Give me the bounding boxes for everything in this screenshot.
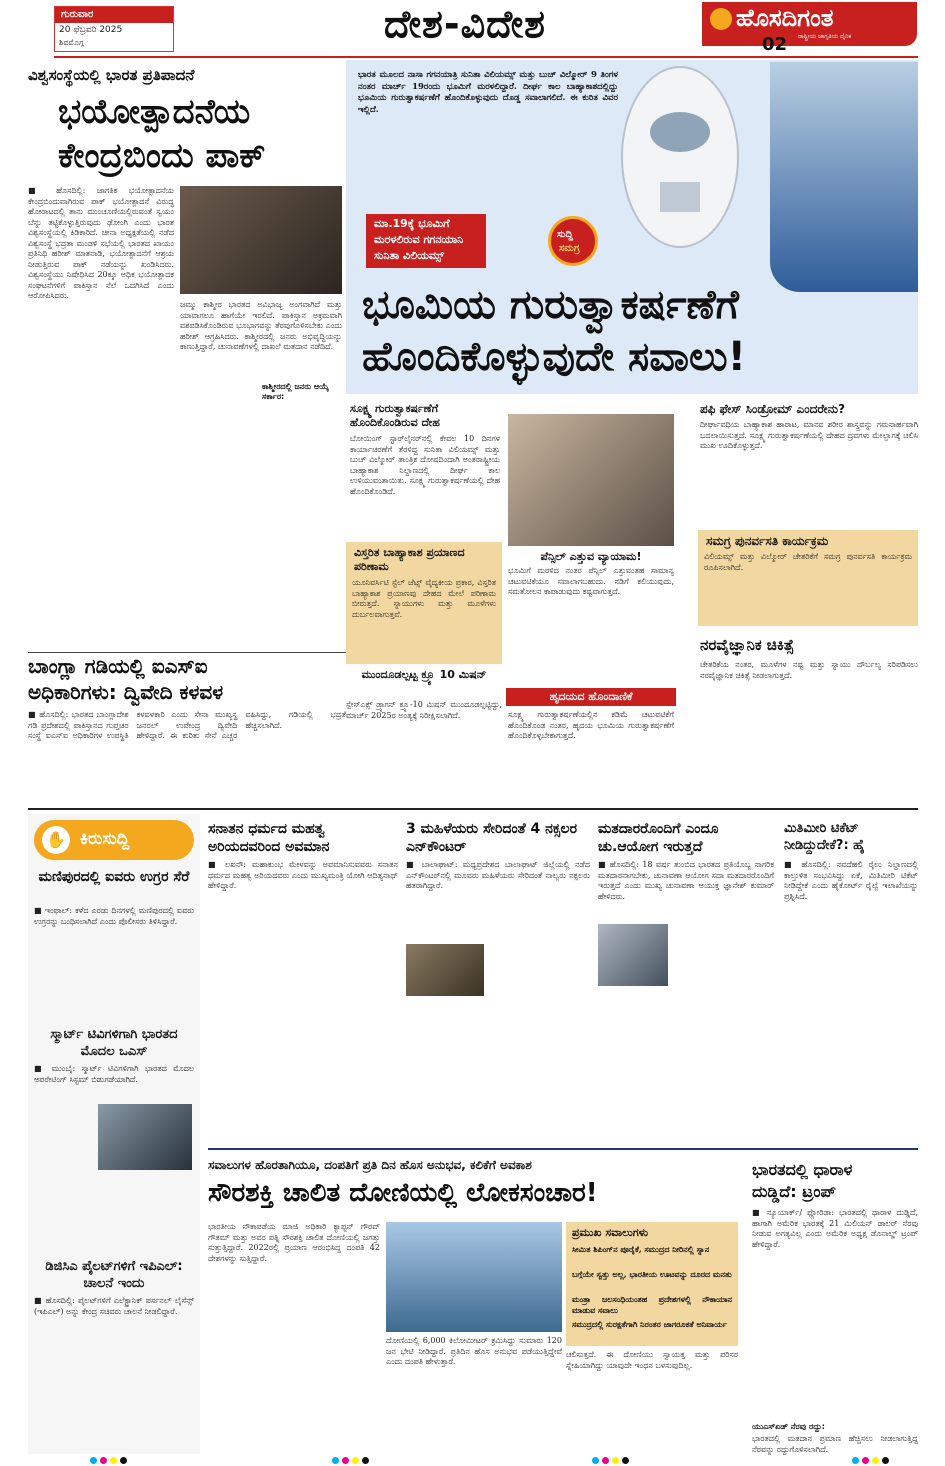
sanatana-body: ■ ಲಖನೌ: ಮಹಾಕುಂಭ ಮೇಳವನ್ನು ಅವಮಾನಿಸುವವರು ಸನಾತನ ಧರ್ಮದ ಮಹತ್ವ ಅರಿಯದವರು ಎಂದು ಮುಖ್ಯಮಂತ್ರಿ ಯೋಗಿ ಆದಿತ್ಯನಾಥ್ ಹೇಳಿದ್ದಾರೆ. — [208, 860, 398, 890]
badge-text-2: ಸಮಗ್ರ — [559, 243, 580, 254]
capsule-illustration — [620, 62, 770, 262]
smart-tv-photo — [98, 1104, 192, 1170]
paper-logo — [702, 2, 917, 46]
trump-body-1: ■ ನ್ಯೂಯಾರ್ಕ್/ ಫ್ಲೋರಿಡಾ: ಭಾರತದಲ್ಲಿ ಧಾರಾಳ ದುಡ್ಡಿದೆ, ಹಾಗಾಗಿ ಅಮೆರಿಕ ಭಾರತಕ್ಕೆ 21 ಮಿಲಿಯನ್ ಡಾಲರ್ ನೆರವು ನೀಡುವ ಅಗತ್ಯವಿಲ್ಲ ಎಂದು ಅಮೆರಿಕ ಅಧ್ಯಕ್ಷ ಡೊನಾಲ್ಡ್ ಟ್ರಂಪ್ ಹೇಳಿದ್ದಾರೆ. — [752, 1208, 918, 1249]
space-travel-body: ಯೂನಿವರ್ಸಿಟಿ ಸ್ಟೆಲ್ ಜೆಟ್ಸ್ ವೈದ್ಯಕೀಯ ಪ್ರಕಾರ, ವಿಸ್ತರಿತ ಬಾಹ್ಯಾಕಾಶ ಪ್ರಯಾಣವು ದೇಹದ ಮೇಲೆ ಪರಿಣಾಮ ಬೀರುತ್ತದೆ. ಸ್ನಾಯುಗಳು ಮತ್ತು ಮೂಳೆಗಳು ದುರ್ಬಲವಾಗುತ್ತವೆ. — [352, 578, 496, 619]
diplomat-photo — [180, 186, 342, 294]
pak-article — [28, 62, 346, 652]
naxal-photo — [406, 944, 484, 996]
boat-photo — [386, 1222, 562, 1332]
challenges-title: ಪ್ರಮುಖ ಸವಾಲುಗಳು — [572, 1226, 649, 1239]
lead-headline-2: ಹೊಂದಿಕೊಳ್ಳುವುದೇ ಸವಾಲು! — [362, 334, 746, 380]
neuro-head: ನರವೈಜ್ಞಾನಿಕ ಚಿಕಿತ್ಸೆ — [700, 636, 794, 654]
trump-headline-1: ಭಾರತದಲ್ಲಿ ಧಾರಾಳ — [752, 1160, 853, 1179]
manipur-body: ■ ಇಂಫಾಲ್: ಕಳೆದ ಎರಡು ದಿನಗಳಲ್ಲಿ ಮಣಿಪುರದಲ್ಲಿ ಐವರು ಉಗ್ರರನ್ನು ಬಂಧಿಸಲಾಗಿದೆ ಎಂದು ಪೊಲೀಸರು ತಿಳಿಸಿದ್ದಾರೆ. — [34, 906, 194, 926]
boat-body-2: ದೋಣಿಯಲ್ಲಿ 6,000 ಕಿಲೋಮೀಟರ್ ಕ್ರಮಿಸಿದ್ದು ಸುಮಾರು 120 ಜನ ಭೇಟಿ ನೀಡಿದ್ದಾರೆ. ಪ್ರತಿದಿನ ಹೊಸ ಅನುಭವ ಪಡೆಯುತ್ತಿದ್ದೇವೆ ಎಂದು ದಂಪತಿ ಹೇಳುತ್ತಾರೆ. — [386, 1336, 562, 1366]
challenge-item-4: ಸಮುದ್ರದಲ್ಲಿ ಸುರಕ್ಷತೆಗಾಗಿ ನಿರಂತರ ಜಾಗರೂಕತೆ ಅನಿವಾರ್ಯ — [572, 1319, 727, 1329]
registration-dot — [362, 1457, 369, 1464]
puffy-face-head: ಪಫಿ ಫೇಸ್ ಸಿಂಡ್ರೋಮ್ ಎಂದರೇನು? — [700, 402, 846, 416]
print-marks — [0, 1456, 945, 1466]
page-number: 02 — [762, 34, 788, 55]
ec-head: ಮತದಾರರೊಂದಿಗೆ ಎಂದೂ ಚು.ಆಯೋಗ ಇರುತ್ತದೆ — [598, 821, 719, 855]
registration-dot — [332, 1457, 339, 1464]
naxal-body: ■ ಬಾಲಾಘಾಟ್: ಮಧ್ಯಪ್ರದೇಶದ ಬಾಲಾಘಾಟ್ ಜಿಲ್ಲೆಯಲ್ಲಿ ನಡೆದ ಎನ್‌ಕೌಂಟರ್‌ನಲ್ಲಿ ಮೂವರು ಮಹಿಳೆಯರು ಸೇರಿದಂತೆ ನಾಲ್ವರು ನಕ್ಸಲರು ಹತರಾಗಿದ್ದಾರೆ. — [406, 860, 590, 890]
rehab-box — [698, 530, 918, 626]
astronauts-photo — [770, 62, 918, 292]
dgca-body: ■ ಹೊಸದಿಲ್ಲಿ: ಪೈಲಟ್‌ಗಳಿಗೆ ಎಲೆಕ್ಟ್ರಾನಿಕ್ ಪರ್ಸನಲ್ ಲೈಸೆನ್ಸ್ (ಇಪಿಎಲ್) ಅನ್ನು ಕೇಂದ್ರ ಸಚಿವರು ಚಾಲನೆ ನೀಡಲಿದ್ದಾರೆ. — [34, 1296, 194, 1316]
smart-tv-body: ■ ಮುಂಬೈ: ಸ್ಮಾರ್ಟ್ ಟಿವಿಗಳಿಗಾಗಿ ಭಾರತದ ಮೊದಲ ಆಪರೇಟಿಂಗ್ ಸಿಸ್ಟಮ್ ಬಿಡುಗಡೆಯಾಗಿದೆ. — [34, 1064, 194, 1084]
ticket-body: ■ ಹೊಸದಿಲ್ಲಿ: ನವದೆಹಲಿ ರೈಲು ನಿಲ್ದಾಣದಲ್ಲಿ ಕಾಲ್ತುಳಿತ ಸಂಭವಿಸಿದ್ದು ಏಕೆ, ಮಿತಿಮೀರಿ ಟಿಕೆಟ್ ನೀಡಿದ್ದೇಕೆ ಎಂದು ಹೈಕೋರ್ಟ್ ರೈಲ್ವೆ ಇಲಾಖೆಯನ್ನು ಪ್ರಶ್ನಿಸಿದೆ. — [784, 860, 918, 901]
space-travel-head: ವಿಸ್ತರಿತ ಬಾಹ್ಯಾಕಾಶ ಪ್ರಯಾಣದ ಪರಿಣಾಮ — [354, 546, 465, 573]
pak-col1: ■ ಹೊಸದಿಲ್ಲಿ: ಜಾಗತಿಕ ಭಯೋತ್ಪಾದನೆಯ ಕೇಂದ್ರಬಿಂದುವಾಗಿರುವ ಪಾಕ್ ಭಯೋತ್ಪಾದನೆ ವಿರುದ್ಧ ಹೋರಾಟದಲ್ಲಿ ತಾನು ಮುಂಚೂಣಿಯಲ್ಲಿರುವಂತೆ ಸ್ವಯಂ ಬೆನ್ನು ತಟ್ಟಿಕೊಳ್ಳುತ್ತಿರುವುದು ಢೋಂಗಿ ಎಂದು ಭಾರತ ವಿಶ್ವಸಂಸ್ಥೆಯಲ್ಲಿ ಕಿಡಿಕಾರಿದೆ. ಚೀನಾ ಅಧ್ಯಕ್ಷತೆಯಲ್ಲಿ ನಡೆದ ವಿಶ್ವಸಂಸ್ಥೆ ಭದ್ರತಾ ಮಂಡಳಿ ಸಭೆಯಲ್ಲಿ ಭಾರತದ ಖಾಯಂ ಪ್ರತಿನಿಧಿ ಹರೀಶ್ ಮಾತನಾಡಿ, ಭಯೋತ್ಪಾದನೆಗೆ ಆಶ್ರಯ ನೀಡುತ್ತಿರುವ ಪಾಕ್ ನಡೆಯನ್ನು ಖಂಡಿಸಿದರು. ವಿಶ್ವಸಂಸ್ಥೆಯು ನಿಷೇಧಿಸಿದ 20ಕ್ಕೂ ಅಧಿಕ ಭಯೋತ್ಪಾದಕ ಸಂಘಟನೆಗಳಿಗೆ ಪಾಕಿಸ್ತಾನ ನೆಲೆ ಒದಗಿಸಿದೆ ಎಂದು ಆರೋಪಿಸಿದರು. — [28, 186, 174, 300]
ec-photo — [598, 924, 668, 986]
bangla-article — [28, 654, 346, 804]
bangla-headline-1: ಬಾಂಗ್ಲಾ ಗಡಿಯಲ್ಲಿ ಐಎಸ್‌ಐ — [28, 654, 208, 678]
samagra-badge — [548, 216, 598, 266]
trump-body-2: ಭಾರತದಲ್ಲಿ ಮತದಾನ ಪ್ರಮಾಣ ಹೆಚ್ಚಿಸಲು ನೀಡಲಾಗುತ್ತಿದ್ದ ನೆರವನ್ನು ರದ್ದುಗೊಳಿಸಲಾಗಿದೆ. — [752, 1434, 918, 1454]
challenge-item-1: ಸೀಮಿತ ಶಿಪಿಂಗ್‌ನ ಪೂರೈಕೆ, ಸಮುದ್ರದ ನೀರಿನಲ್ಲಿ ಸ್ನಾನ — [572, 1244, 710, 1254]
registration-dot — [592, 1457, 599, 1464]
challenge-item-2: ಬಗ್ಗೆಯೇ ಸ್ವತ್ತು ಅಲ್ಲ, ಭಾರತೀಯ ಊಟವನ್ನು ದೂರದ ಮನತು — [572, 1269, 732, 1279]
space-travel-box — [346, 542, 502, 664]
bangla-body: ■ ಹೊಸದಿಲ್ಲಿ: ಭಾರತದ ಬಾಂಗ್ಲಾದೇಶ ಗಡಿ ಪ್ರದೇಶದಲ್ಲಿ ಪಾಕಿಸ್ತಾನದ ಗುಪ್ತಚರ ಸಂಸ್ಥೆ ಐಎಸ್‌ಐ ಅಧಿಕಾರಿಗಳ ಉಪಸ್ಥಿತಿ ಕಳವಳಕಾರಿ ಎಂದು ಸೇನಾ ಮುಖ್ಯಸ್ಥ ಜನರಲ್ ಉಪೇಂದ್ರ ದ್ವಿವೇದಿ ಹೇಳಿದ್ದಾರೆ. ಈ ಕುರಿತು ಸೇನೆ ಎಚ್ಚರ ವಹಿಸಿದ್ದು, ಗಡಿಯಲ್ಲಿ ಭದ್ರತೆ ಹೆಚ್ಚಿಸಲಾಗಿದೆ. — [28, 710, 346, 740]
lead-headline-1: ಭೂಮಿಯ ಗುರುತ್ವಾಕರ್ಷಣೆಗೆ — [362, 282, 739, 328]
heart-body: ಸೂಕ್ಷ್ಮ ಗುರುತ್ವಾಕರ್ಷಣೆಯಲ್ಲಿನ ಕಡಿಮೆ ಚಟುವಟಿಕೆಗೆ ಹೊಂದಿಕೊಂಡ ನಂತರ, ಹೃದಯ ಭೂಮಿಯ ಗುರುತ್ವಾಕರ್ಷಣೆಗೆ ಹೊಂದಿಕೊಳ್ಳಬೇಕಾಗುತ್ತದೆ. — [508, 710, 674, 740]
sanatana-head: ಸನಾತನ ಧರ್ಮದ ಮಹತ್ವ ಅರಿಯದವರಿಂದ ಅವಮಾನ — [208, 821, 330, 855]
challenge-item-3: ಮಂತ್ರಾ ಜಲಸಂಧಿಯಂತಹ ಪ್ರದೇಶಗಳಲ್ಲಿ ನೌಕಾಯಾನ ಮಾಡುವ ಸವಾಲು — [572, 1294, 732, 1315]
registration-dot — [882, 1457, 889, 1464]
masthead-rule — [54, 56, 918, 58]
registration-dot — [342, 1457, 349, 1464]
return-tag-3: ಸುನಿತಾ ವಿಲಿಯಮ್ಸ್ — [374, 249, 444, 262]
divider-lower — [28, 808, 918, 810]
smart-tv-head: ಸ್ಮಾರ್ಟ್ ಟಿವಿಗಳಿಗಾಗಿ ಭಾರತದ ಮೊದಲ ಒಎಸ್ — [50, 1027, 178, 1059]
registration-dot — [872, 1457, 879, 1464]
manipur-head: ಮಣಿಪುರದಲ್ಲಿ ಐವರು ಉಗ್ರರ ಸೆರೆ — [38, 869, 190, 885]
registration-dot — [612, 1457, 619, 1464]
registration-dot — [352, 1457, 359, 1464]
ticket-head: ಮಿತಿಮೀರಿ ಟಿಕೆಟ್ ನೀಡಿದ್ದುದೇಕೆ?: ಹೈ — [784, 821, 865, 853]
challenges-box — [566, 1222, 738, 1346]
masthead — [0, 0, 945, 56]
badge-text-1: ಸುದ್ದಿ — [557, 229, 573, 240]
registration-dot — [862, 1457, 869, 1464]
registration-dot — [602, 1457, 609, 1464]
pak-col2: ಜಮ್ಮು ಕಾಶ್ಮೀರ ಭಾರತದ ಅವಿಭಾಜ್ಯ ಅಂಗವಾಗಿದೆ ಮತ್ತು ಯಾವಾಗಲೂ ಹಾಗೆಯೇ ಇರಲಿದೆ. ಪಾಕಿಸ್ತಾನ ಅಕ್ರಮವಾಗಿ ವಶಪಡಿಸಿಕೊಂಡಿರುವ ಭೂಭಾಗವನ್ನು ತೆರವುಗೊಳಿಸಬೇಕು ಎಂದು ಹರೀಶ್ ಆಗ್ರಹಿಸಿದರು. ಕಾಶ್ಮೀರದಲ್ಲಿ ಜನರು ಅಭಿವೃದ್ಧಿಯನ್ನು ಕಾಣುತ್ತಿದ್ದಾರೆ, ಚುನಾವಣೆಗಳಲ್ಲಿ ದಾಖಲೆ ಮತದಾನ ನಡೆದಿದೆ. — [180, 300, 342, 351]
paper-name: ಹೊಸದಿಗಂತ — [736, 4, 834, 32]
lead-intro: ಭಾರತ ಮೂಲದ ನಾಸಾ ಗಗನಯಾತ್ರಿ ಸುನಿತಾ ವಿಲಿಯಮ್ಸ್ ಮತ್ತು ಬುಚ್ ವಿಲ್ಮೋರ್ 9 ತಿಂಗಳ ನಂತರ ಮಾರ್ಚ್ 19ರಂದು ಭೂಮಿಗೆ ಮರಳಲಿದ್ದಾರೆ. ದೀರ್ಘ ಕಾಲ ಬಾಹ್ಯಾಕಾಶದಲ್ಲಿದ್ದು ಭೂಮಿಯ ಗುರುತ್ವಾಕರ್ಷಣೆಗೆ ಹೊಂದಿಕೊಳ್ಳುವುದು ದೊಡ್ಡ ಸವಾಲಾಗಲಿದೆ. ಈ ಕುರಿತ ವಿವರ ಇಲ್ಲಿದೆ. — [358, 70, 618, 115]
divider-boat — [208, 1148, 918, 1150]
boat-kicker: ಸವಾಲುಗಳ ಹೊರತಾಗಿಯೂ, ದಂಪತಿಗೆ ಪ್ರತಿ ದಿನ ಹೊಸ ಅನುಭವ, ಕಲಿಕೆಗೆ ಅವಕಾಶ — [208, 1158, 532, 1172]
paper-tagline: ರಾಷ್ಟ್ರೀಯ ಜಾಗೃತಿಯ ದೈನಿಕ — [798, 33, 852, 40]
return-tag-2: ಮರಳಲಿರುವ ಗಗನಯಾನಿ — [374, 233, 464, 246]
heart-head: ಹೃದಯದ ಹೊಂದಾಣಿಕೆ — [549, 690, 633, 703]
kirusuddi-column — [28, 814, 200, 1454]
microgravity-body: ಬೋಯಿಂಗ್ ಸ್ಟಾರ್‌ಲೈನರ್‌ನಲ್ಲಿ ಕೇವಲ 10 ದಿನಗಳ ಕಾರ್ಯಾಚರಣೆಗೆ ತೆರಳಿದ್ದ ಸುನಿತಾ ವಿಲಿಯಮ್ಸ್ ಮತ್ತು ಬುಚ್ ವಿಲ್ಮೋರ್ ತಾಂತ್ರಿಕ ದೋಷದಿಂದಾಗಿ ಅಂತರಾಷ್ಟ್ರೀಯ ಬಾಹ್ಯಾಕಾಶ ನಿಲ್ದಾಣದಲ್ಲಿ ದೀರ್ಘ ಕಾಲ ಉಳಿಯುವಂತಾಯಿತು. ಸೂಕ್ಷ್ಮ ಗುರುತ್ವಾಕರ್ಷಣೆಯಲ್ಲಿ ದೇಹ ಹೊಂದಿಕೊಂಡಿದೆ. — [350, 434, 500, 496]
trump-headline-2: ದುಡ್ಡಿದೆ: ಟ್ರಂಪ್ — [752, 1182, 836, 1201]
boat-headline: ಸೌರಶಕ್ತಿ ಚಾಲಿತ ದೋಣಿಯಲ್ಲಿ ಲೋಕಸಂಚಾರ! — [208, 1178, 598, 1208]
heart-head-bar — [506, 688, 676, 706]
pak-headline-2: ಕೇಂದ್ರಬಿಂದು ಪಾಕ್ — [58, 136, 266, 176]
return-tag — [366, 214, 486, 268]
kirusuddi-banner — [34, 820, 194, 860]
capsule-icon — [620, 62, 770, 262]
bangla-headline-2: ಅಧಿಕಾರಿಗಳು: ದ್ವಿವೇದಿ ಕಳವಳ — [28, 680, 224, 704]
neuro-body: ಚೇತರಿಕೆಯ ನಂತರ, ಮೂಳೆಗಳ ನಷ್ಟ ಮತ್ತು ಸ್ನಾಯು ದೌರ್ಬಲ್ಯ ಸರಿಪಡಿಸಲು ನರವೈಜ್ಞಾನಿಕ ಚಿಕಿತ್ಸೆ ನೀಡಲಾಗುತ್ತದೆ. — [700, 660, 918, 680]
registration-dot — [100, 1457, 107, 1464]
pencil-exercise-body: ಭೂಮಿಗೆ ಮರಳಿದ ನಂತರ ಪೆನ್ಸಿಲ್ ಎತ್ತುವಂತಹ ಸಾಮಾನ್ಯ ಚಟುವಟಿಕೆಯೂ ಸವಾಲಾಗಬಹುದು. ನಡಿಗೆ ಕಲಿಯುವುದು, ಸಮತೋಲನ ಕಾಪಾಡುವುದು ಕಷ್ಟವಾಗುತ್ತದೆ. — [508, 566, 674, 596]
rehab-body: ವಿಲಿಯಮ್ಸ್ ಮತ್ತು ವಿಲ್ಮೋರ್ ಚೇತರಿಕೆಗೆ ಸಮಗ್ರ ಪುನರ್ವಸತಿ ಕಾರ್ಯಕ್ರಮ ರೂಪಿಸಲಾಗಿದೆ. — [704, 552, 912, 572]
ec-body: ■ ಹೊಸದಿಲ್ಲಿ: 18 ವರ್ಷ ತುಂಬಿದ ಭಾರತದ ಪ್ರತಿಯೊಬ್ಬ ನಾಗರಿಕ ಮತದಾರನಾಗಬೇಕು, ಚುನಾವಣಾ ಆಯೋಗ ಸದಾ ಮತದಾರರೊಂದಿಗೆ ಇರುತ್ತದೆ ಎಂದು ಮುಖ್ಯ ಚುನಾವಣಾ ಆಯುಕ್ತ ಜ್ಞಾನೇಶ್ ಕುಮಾರ್ ಹೇಳಿದರು. — [598, 860, 774, 901]
crew10-head: ಮುಂದೂಡಲ್ಪಟ್ಟ ಕ್ರ್ಯೂ 10 ಮಿಷನ್ — [361, 668, 487, 681]
city-label: ಶಿವಮೊಗ್ಗ — [59, 38, 84, 47]
date-block — [54, 6, 174, 52]
hand-icon: ✋ — [42, 826, 70, 854]
boat-body-1: ಭಾರತೀಯ ನೌಕಾಪಡೆಯ ಮಾಜಿ ಅಧಿಕಾರಿ ಕ್ಯಾಪ್ಟನ್ ಗೌರವ್ ಗೌತಮ್ ಮತ್ತು ಅವರ ಪತ್ನಿ ಸೌರಶಕ್ತಿ ಚಾಲಿತ ದೋಣಿಯಲ್ಲಿ ಜಗತ್ತು ಸುತ್ತುತ್ತಿದ್ದಾರೆ. 2022ರಲ್ಲಿ ಪ್ರಯಾಣ ಆರಂಭಿಸಿದ್ದ ದಂಪತಿ 42 ದೇಶಗಳನ್ನು ಸುತ್ತಿದ್ದಾರೆ. — [208, 1222, 380, 1263]
pak-headline-1: ಭಯೋತ್ಪಾದನೆಯ — [58, 92, 251, 132]
trump-subhead: ಯುಎಸ್‌ಏಡ್ ನೆರವು ರದ್ದು: — [752, 1422, 825, 1431]
pencil-exercise-caption: ಪೆನ್ಸಿಲ್ ಎತ್ತುವ ವ್ಯಾಯಾಮ! — [540, 550, 642, 563]
naxal-head: 3 ಮಹಿಳೆಯರು ಸೇರಿದಂತೆ 4 ನಕ್ಸಲರ ಎನ್‌ಕೌಂಟರ್ — [406, 821, 578, 855]
registration-dot — [110, 1457, 117, 1464]
pak-kicker: ವಿಶ್ವಸಂಸ್ಥೆಯಲ್ಲಿ ಭಾರತ ಪ್ರತಿಪಾದನೆ — [28, 66, 195, 84]
registration-dot — [120, 1457, 127, 1464]
iss-photo — [508, 414, 674, 546]
return-tag-1: ಮಾ.19ಕ್ಕೆ ಭೂಮಿಗೆ — [374, 217, 450, 230]
dgca-head: ಡಿಜಿಸಿಎ ಪೈಲಟ್‌ಗಳಿಗೆ ಇಪಿಎಲ್: ಚಾಲನೆ ಇಂದು — [45, 1259, 183, 1291]
puffy-face-body: ದೀರ್ಘಾವಧಿಯ ಬಾಹ್ಯಾಕಾಶ ಹಾರಾಟ, ಮಾನವ ಶರೀರ ಶಾಸ್ತ್ರವನ್ನು ಗಮನಾರ್ಹವಾಗಿ ಬದಲಾಯಿಸುತ್ತದೆ. ಸೂಕ್ಷ್ಮ ಗುರುತ್ವಾಕರ್ಷಣೆಯಲ್ಲಿ ದೇಹದ ದ್ರವಗಳು ಮೇಲ್ಭಾಗಕ್ಕೆ ಚಲಿಸಿ ಮುಖ ಊದಿಕೊಳ್ಳುತ್ತದೆ. — [700, 420, 918, 450]
day-label: ಗುರುವಾರ — [55, 7, 173, 23]
kirusuddi-label: ಕಿರುಸುದ್ದಿ — [80, 829, 130, 849]
boat-body-3: ಚಲಿಸುತ್ತದೆ. ಈ ದೋಣಿಯು ಸ್ವಾಯತ್ತ ಮತ್ತು ಪರಿಸರ ಸ್ನೇಹಿಯಾಗಿದ್ದು ಯಾವುದೇ ಇಂಧನ ಬಳಸುವುದಿಲ್ಲ. — [566, 1350, 738, 1370]
registration-dot — [622, 1457, 629, 1464]
rehab-head: ಸಮಗ್ರ ಪುನರ್ವಸತಿ ಕಾರ್ಯಕ್ರಮ — [706, 534, 829, 548]
divider-bangla — [28, 652, 346, 653]
registration-dot — [90, 1457, 97, 1464]
pak-subhead-2: ಕಾಶ್ಮೀರದಲ್ಲಿ ಜನರು ಆಯ್ಕೆ ಸರ್ಕಾರ: — [262, 382, 329, 401]
microgravity-head: ಸೂಕ್ಷ್ಮ ಗುರುತ್ವಾಕರ್ಷಣೆಗೆ ಹೊಂದಿಕೊಂಡಿರುವ ದೇಹ — [350, 402, 440, 429]
lamp-icon — [710, 8, 732, 30]
registration-dot — [852, 1457, 859, 1464]
crew10-body: ಸ್ಪೇಸ್‌ಎಕ್ಸ್ ಡ್ರ್ಯಾಗನ್ ಕ್ರ್ಯೂ-10 ಮಿಷನ್ ಮುಂದೂಡಲ್ಪಟ್ಟಿದ್ದು, ಮಾರ್ಚ್ 2025ರ ಅಂತ್ಯಕ್ಕೆ ನಿರೀಕ್ಷಿಸಲಾಗಿದೆ. — [346, 700, 502, 720]
section-title: ದೇಶ-ವಿದೇಶ — [384, 2, 546, 46]
date-label: 20 ಫೆಬ್ರವರಿ 2025 — [59, 25, 123, 35]
